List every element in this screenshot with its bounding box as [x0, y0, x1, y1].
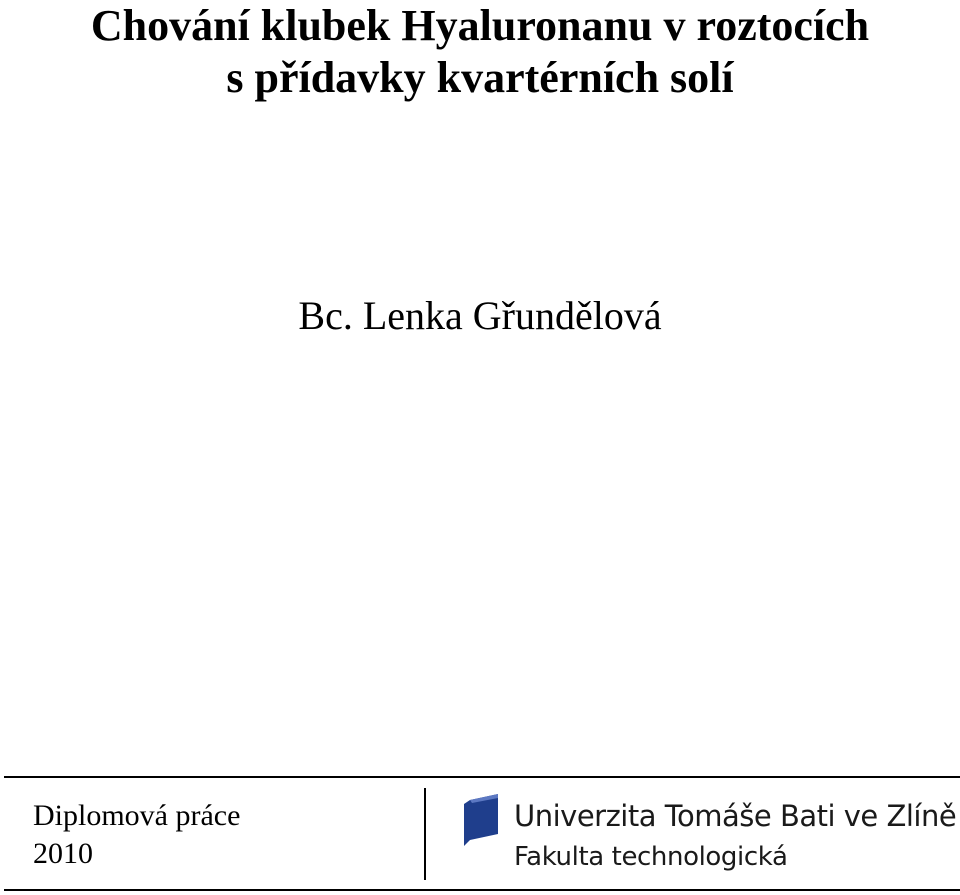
faculty-name: Fakulta technologická [514, 842, 788, 872]
thesis-year: 2010 [33, 837, 93, 870]
thesis-title [0, 0, 960, 104]
thesis-title-line-2: s přídavky kvartérních solí [226, 53, 734, 102]
thesis-title-line-1: Chování klubek Hyaluronanu v roztocích [90, 1, 870, 50]
footer-bottom-rule [4, 889, 960, 891]
university-name: Univerzita Tomáše Bati ve Zlíně [514, 799, 957, 833]
thesis-type: Diplomová práce [33, 799, 241, 832]
footer-divider [424, 788, 426, 880]
footer-top-rule [4, 776, 960, 778]
author-name: Bc. Lenka Gřundělová [298, 293, 662, 338]
book-logo-icon [464, 794, 504, 846]
footer-thesis-info [33, 797, 240, 873]
